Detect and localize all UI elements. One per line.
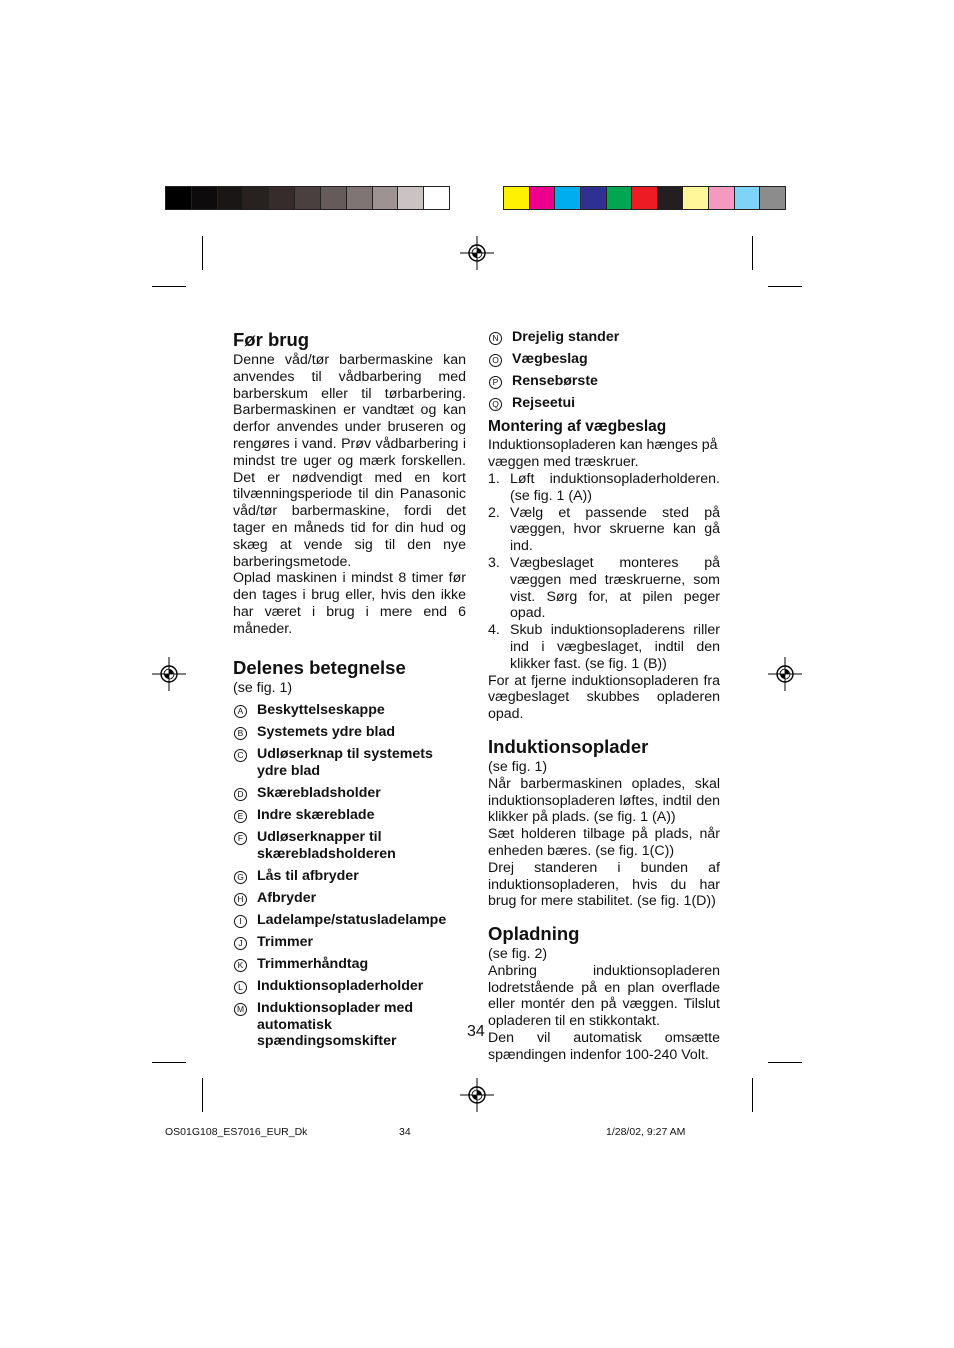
part-label: Ladelampe/statusladelampe	[257, 911, 447, 928]
page-number: 34	[467, 1023, 485, 1040]
color-swatch	[166, 187, 192, 209]
step-item	[488, 555, 720, 622]
part-item	[488, 329, 720, 346]
figure-reference: (se fig. 1)	[233, 679, 293, 696]
part-letter-badge: D	[234, 788, 247, 801]
paragraph: Den vil automatisk omsætte spændingen indenfor 100-240 Volt.	[488, 1030, 720, 1063]
section-heading-induktionsoplader: Induktionsoplader	[488, 735, 649, 757]
footer-page: 34	[399, 1126, 411, 1138]
color-swatch	[760, 187, 785, 209]
part-label: Induktionsoplader med automatisk spændingsomskifter	[257, 1000, 414, 1050]
part-item	[233, 785, 466, 802]
paragraph: Drej standeren i bunden af induktionsopladeren, hvis du har brug for mere stabilitet. (se fig. 1(D))	[488, 859, 720, 910]
color-swatch	[709, 187, 735, 209]
paragraph: Anbring induktionsopladeren lodretstående på en plan overflade eller montér den på væggen. Tilslut opladeren til en stikkontakt.	[488, 962, 720, 1030]
paragraph: For at fjerne induktionsopladeren fra vægbeslaget skubbes opladeren opad.	[488, 672, 720, 723]
color-swatch	[530, 187, 556, 209]
figure-reference: (se fig. 2)	[488, 946, 548, 963]
part-label: Udløserknap til systemets ydre blad	[257, 746, 433, 779]
color-swatch	[295, 187, 321, 209]
color-swatch	[373, 187, 399, 209]
color-swatch	[243, 187, 269, 209]
registration-mark-icon	[152, 657, 186, 691]
part-label: Rejseetui	[512, 394, 576, 411]
part-letter-badge: I	[234, 915, 247, 928]
paragraph: Sæt holderen tilbage på plads, når enheden bæres. (se fig. 1(C))	[488, 826, 720, 859]
part-letter-badge: A	[234, 705, 247, 718]
registration-mark-icon	[460, 236, 494, 270]
section-heading-opladning: Opladning	[488, 923, 580, 945]
part-item	[488, 351, 720, 368]
part-label: Trimmerhåndtag	[257, 955, 369, 972]
part-label: Skærebladsholder	[257, 784, 381, 801]
part-item	[233, 1000, 466, 1050]
part-item	[233, 724, 466, 741]
step-item	[488, 622, 720, 672]
step-number: 1.	[488, 470, 500, 487]
color-swatch	[658, 187, 684, 209]
color-swatch	[218, 187, 244, 209]
step-number: 3.	[488, 554, 500, 571]
part-letter-badge: E	[234, 810, 247, 823]
part-letter-badge: C	[234, 749, 247, 762]
paragraph: Induktionsopladeren kan hænges på væggen med træskruer.	[488, 437, 718, 471]
section-heading-montering: Montering af vægbeslag	[488, 418, 667, 436]
part-letter-badge: N	[489, 332, 502, 345]
registration-mark-icon	[460, 1078, 494, 1112]
part-item	[233, 934, 466, 951]
color-swatch	[192, 187, 218, 209]
part-letter-badge: L	[234, 981, 247, 994]
crop-mark	[752, 236, 753, 270]
footer-date: 1/28/02, 9:27 AM	[606, 1126, 686, 1138]
part-label: Induktionsopladerholder	[257, 978, 424, 995]
part-item	[233, 829, 466, 862]
parts-list	[488, 329, 720, 412]
part-item	[233, 978, 466, 995]
part-letter-badge: G	[234, 871, 247, 884]
color-swatch	[607, 187, 633, 209]
part-label: Rensebørste	[512, 372, 598, 389]
paragraph: Når barbermaskinen oplades, skal induktionsopladeren løftes, indtil den klikker på plads. (se fig. 1 (A))	[488, 775, 720, 826]
color-swatch	[555, 187, 581, 209]
crop-mark	[152, 1062, 186, 1063]
part-label: Trimmer	[257, 933, 313, 950]
step-text: Løft induktionsopladerholderen. (se fig. 1 (A))	[510, 470, 720, 504]
crop-mark	[152, 286, 186, 287]
part-label: Drejelig stander	[512, 328, 620, 345]
footer-file-name: OS01G108_ES7016_EUR_Dk	[165, 1126, 308, 1138]
color-swatch	[581, 187, 607, 209]
part-letter-badge: F	[234, 832, 247, 845]
part-item	[233, 868, 466, 885]
part-letter-badge: Q	[489, 398, 502, 411]
crop-mark	[768, 1062, 802, 1063]
color-swatch	[269, 187, 295, 209]
right-column	[488, 323, 720, 1064]
part-letter-badge: P	[489, 376, 502, 389]
step-text: Skub induktionsopladerens riller ind i vægbeslaget, indtil den klikker fast. (se fig. 1 (B))	[510, 622, 720, 672]
part-item	[233, 807, 466, 824]
registration-mark-icon	[768, 657, 802, 691]
step-number: 4.	[488, 622, 500, 639]
part-item	[233, 912, 466, 929]
part-label: Afbryder	[257, 889, 317, 906]
steps-list	[488, 471, 720, 673]
crop-mark	[202, 1078, 203, 1112]
process-color-bar	[503, 186, 786, 210]
color-swatch	[321, 187, 347, 209]
part-label: Vægbeslag	[512, 350, 588, 367]
paragraph: Oplad maskinen i mindst 8 timer før den tages i brug eller, hvis den ikke har været i brug i mere end 6 måneder.	[233, 570, 466, 637]
left-column	[233, 329, 466, 1050]
part-letter-badge: J	[234, 937, 247, 950]
part-letter-badge: B	[234, 727, 247, 740]
color-swatch	[632, 187, 658, 209]
part-item	[233, 702, 466, 719]
color-swatch	[398, 187, 424, 209]
part-letter-badge: O	[489, 354, 502, 367]
crop-mark	[752, 1078, 753, 1112]
part-label: Lås til afbryder	[257, 867, 359, 884]
section-heading-foer-brug: Før brug	[233, 329, 310, 350]
part-item	[488, 373, 720, 390]
paragraph: Denne våd/tør barbermaskine kan anvendes til vådbarbering med barberskum eller til tørbarbering. Barbermaskinen er vandtæt og kan derfor anvendes under bruseren og rengøres i vand. Prøv vådbarbering i mindst tre uger og mærk forskellen. Det er nødvendigt med en kort tilvænningsperiode til din Panasonic våd/tør barbermaskine, fordi det tager en måneds tid for din hud og skæg at vende sig til den nye barberingsmetode.	[233, 352, 466, 570]
section-heading-delenes-betegnelse: Delenes betegnelse	[233, 656, 406, 678]
grayscale-color-bar	[165, 186, 450, 210]
crop-mark	[202, 236, 203, 270]
step-text: Vægbeslaget monteres på væggen med træskruerne, som vist. Sørg for, at pilen peger opad.	[510, 554, 720, 622]
part-label: Udløserknapper til skærebladsholderen	[257, 828, 396, 862]
step-item	[488, 505, 720, 555]
part-item	[488, 395, 720, 412]
crop-mark	[768, 286, 802, 287]
color-swatch	[735, 187, 761, 209]
part-label: Indre skæreblade	[257, 806, 375, 823]
part-item	[233, 746, 466, 779]
part-item	[233, 956, 466, 973]
color-swatch	[504, 187, 530, 209]
part-label: Beskyttelseskappe	[257, 701, 385, 718]
color-swatch	[347, 187, 373, 209]
color-swatch	[683, 187, 709, 209]
part-letter-badge: H	[234, 893, 247, 906]
step-text: Vælg et passende sted på væggen, hvor skruerne kan gå ind.	[510, 504, 720, 555]
step-item	[488, 471, 720, 505]
part-letter-badge: M	[234, 1003, 247, 1016]
step-number: 2.	[488, 504, 500, 521]
part-item	[233, 890, 466, 907]
color-swatch	[424, 187, 449, 209]
part-letter-badge: K	[234, 959, 247, 972]
parts-list	[233, 702, 466, 1050]
figure-reference: (se fig. 1)	[488, 758, 548, 775]
part-label: Systemets ydre blad	[257, 723, 395, 740]
